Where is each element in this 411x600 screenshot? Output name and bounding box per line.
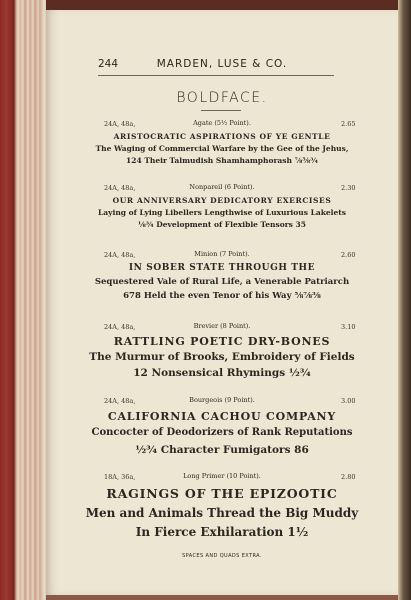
specimen-line-figures: ½¾ Character Fumigators 86 <box>135 444 309 456</box>
specimen-line-figures: ⅛¾ Development of Flexible Tensors 35 <box>138 220 306 229</box>
specimen-quantity: 24A, 48a, <box>104 397 136 405</box>
specimen-size: Long Primer (10 Point). <box>183 472 261 480</box>
specimen-size: Brevier (8 Point). <box>193 322 251 330</box>
specimen-line-caps: IN SOBER STATE THROUGH THE <box>128 263 316 273</box>
specimen-line-lower: Men and Animals Thread the Big Muddy <box>85 506 359 520</box>
specimen-size: Nonpareil (6 Point). <box>189 183 255 191</box>
page-number: 244 <box>98 58 119 70</box>
specimen-quantity: 24A, 48a, <box>104 120 136 128</box>
specimen-price: 2.30 <box>341 184 356 192</box>
section-title: BOLDFACE. <box>176 90 268 106</box>
specimen-line-lower: The Waging of Commercial Warfare by the Gee of the Jehus, <box>95 144 349 153</box>
specimen-line-lower: The Murmur of Brooks, Embroidery of Fields <box>89 351 355 363</box>
specimen-size: Minion (7 Point). <box>194 250 250 258</box>
specimen-line-lower: Laying of Lying Libellers Lengthwise of Luxurious Lakelets <box>98 208 346 217</box>
book-binding-edge <box>0 0 46 600</box>
specimen-line-lower: Sequestered Vale of Rural Life, a Venerable Patriarch <box>94 277 350 287</box>
specimen-quantity: 24A, 48a, <box>104 184 136 192</box>
catalog-page <box>46 10 398 595</box>
header-rule <box>98 75 334 76</box>
specimen-line-caps: ARISTOCRATIC ASPIRATIONS OF YE GENTLE <box>113 132 331 141</box>
specimen-line-lower: Concocter of Deodorizers of Rank Reputations <box>91 427 353 438</box>
specimen-size: Bourgeois (9 Point). <box>189 396 255 404</box>
page-top-edge <box>46 0 398 10</box>
specimen-quantity: 24A, 48a, <box>104 251 136 259</box>
footer-note: SPACES AND QUADS EXTRA. <box>182 553 262 559</box>
specimen-line-caps: RAGINGS OF THE EPIZOOTIC <box>106 486 338 501</box>
specimen-price: 2.60 <box>341 251 356 259</box>
specimen-line-figures: 124 Their Talmudish Shamhamphorash ⅞⅝¾ <box>126 156 318 165</box>
specimen-line-caps: RATTLING POETIC DRY-BONES <box>113 335 331 348</box>
specimen-line-caps: CALIFORNIA CACHOU COMPANY <box>107 410 337 423</box>
specimen-size: Agate (5½ Point). <box>193 119 251 127</box>
page-bottom-edge <box>46 595 398 600</box>
title-rule <box>201 110 241 111</box>
specimen-quantity: 18A, 36a, <box>104 473 136 481</box>
specimen-line-figures: 12 Nonsensical Rhymings ½¾ <box>133 367 311 379</box>
specimen-line-figures: 678 Held the even Tenor of his Way ⅝⅞⅜ <box>123 291 321 301</box>
specimen-price: 3.00 <box>341 397 356 405</box>
specimen-price: 2.65 <box>341 120 356 128</box>
specimen-price: 2.80 <box>341 473 356 481</box>
specimen-price: 3.10 <box>341 323 356 331</box>
page-header: MARDEN, LUSE & CO. <box>156 58 288 70</box>
book-right-edge <box>398 0 411 600</box>
specimen-line-figures: In Fierce Exhilaration 1½ <box>135 525 309 539</box>
specimen-quantity: 24A, 48a, <box>104 323 136 331</box>
specimen-line-caps: OUR ANNIVERSARY DEDICATORY EXERCISES <box>112 196 332 205</box>
